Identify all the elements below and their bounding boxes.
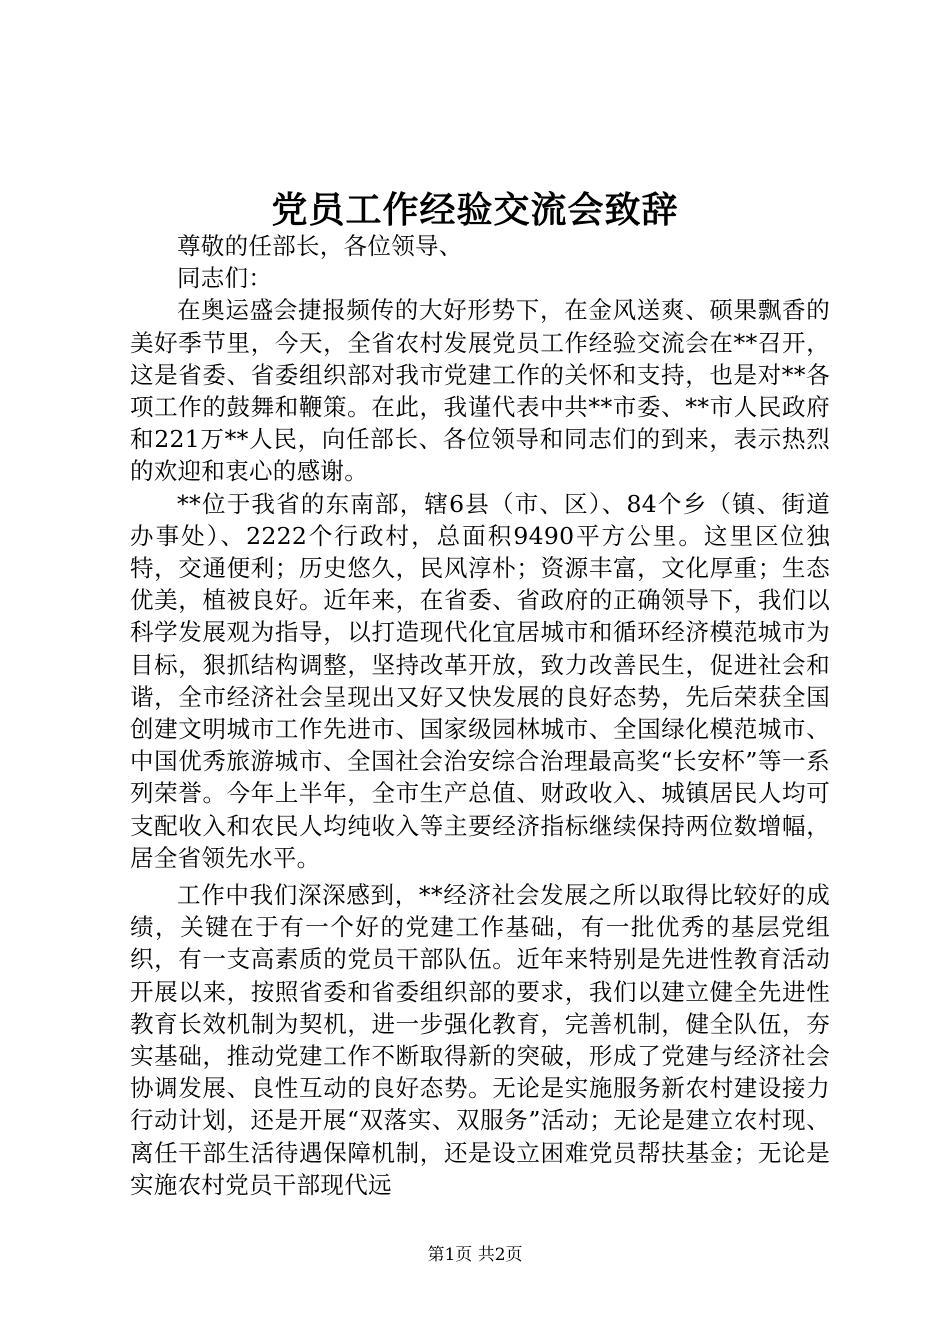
- document-body: [130, 230, 830, 1201]
- paragraph-1: 在奥运盛会捷报频传的大好形势下，在金风送爽、硕果飘香的美好季节里，今天，全省农村发展党员工作经验交流会在**召开，这是省委、省委组织部对我市党建工作的关怀和支持，也是对**各项工作的鼓舞和鞭策。在此，我谨代表中共**市委、**市人民政府和221万**人民，向任部长、各位领导和同志们的到来，表示热烈的欢迎和衷心的感谢。: [130, 296, 830, 486]
- paragraph-2: **位于我省的东南部，辖6县（市、区）、84个乡（镇、街道办事处）、2222个行政村，总面积9490平方公里。这里区位独特，交通便利；历史悠久，民风淳朴；资源丰富，文化厚重；生态优美，植被良好。近年来，在省委、省政府的正确领导下，我们以科学发展观为指导，以打造现代化宜居城市和循环经济模范城市为目标，狠抓结构调整，坚持改革开放，致力改善民生，促进社会和谐，全市经济社会呈现出又好又快发展的良好态势，先后荣获全国创建文明城市工作先进市、国家级园林城市、全国绿化模范城市、中国优秀旅游城市、全国社会治安综合治理最高奖“长安杯”等一系列荣誉。今年上半年，全市生产总值、财政收入、城镇居民人均可支配收入和农民人均纯收入等主要经济指标继续保持两位数增幅，居全省领先水平。: [130, 489, 830, 872]
- salutation-line-2: 同志们：: [177, 264, 273, 293]
- page-indicator: 第1页 共2页: [427, 1245, 523, 1265]
- paragraph-3: 工作中我们深深感到，**经济社会发展之所以取得比较好的成绩，关键在于有一个好的党建工作基础，有一批优秀的基层党组织，有一支高素质的党员干部队伍。近年来特别是先进性教育活动开展以来，按照省委和省委组织部的要求，我们以建立健全先进性教育长效机制为契机，进一步强化教育，完善机制，健全队伍，夯实基础，推动党建工作不断取得新的突破，形成了党建与经济社会协调发展、良性互动的良好态势。无论是实施服务新农村建设接力行动计划，还是开展“双落实、双服务”活动；无论是建立农村现、离任干部生活待遇保障机制，还是设立困难党员帮扶基金；无论是实施农村党员干部现代远: [130, 881, 830, 1199]
- salutation-line-1: 尊敬的任部长，各位领导、: [177, 232, 463, 260]
- document-title: 党员工作经验交流会致辞: [271, 189, 679, 231]
